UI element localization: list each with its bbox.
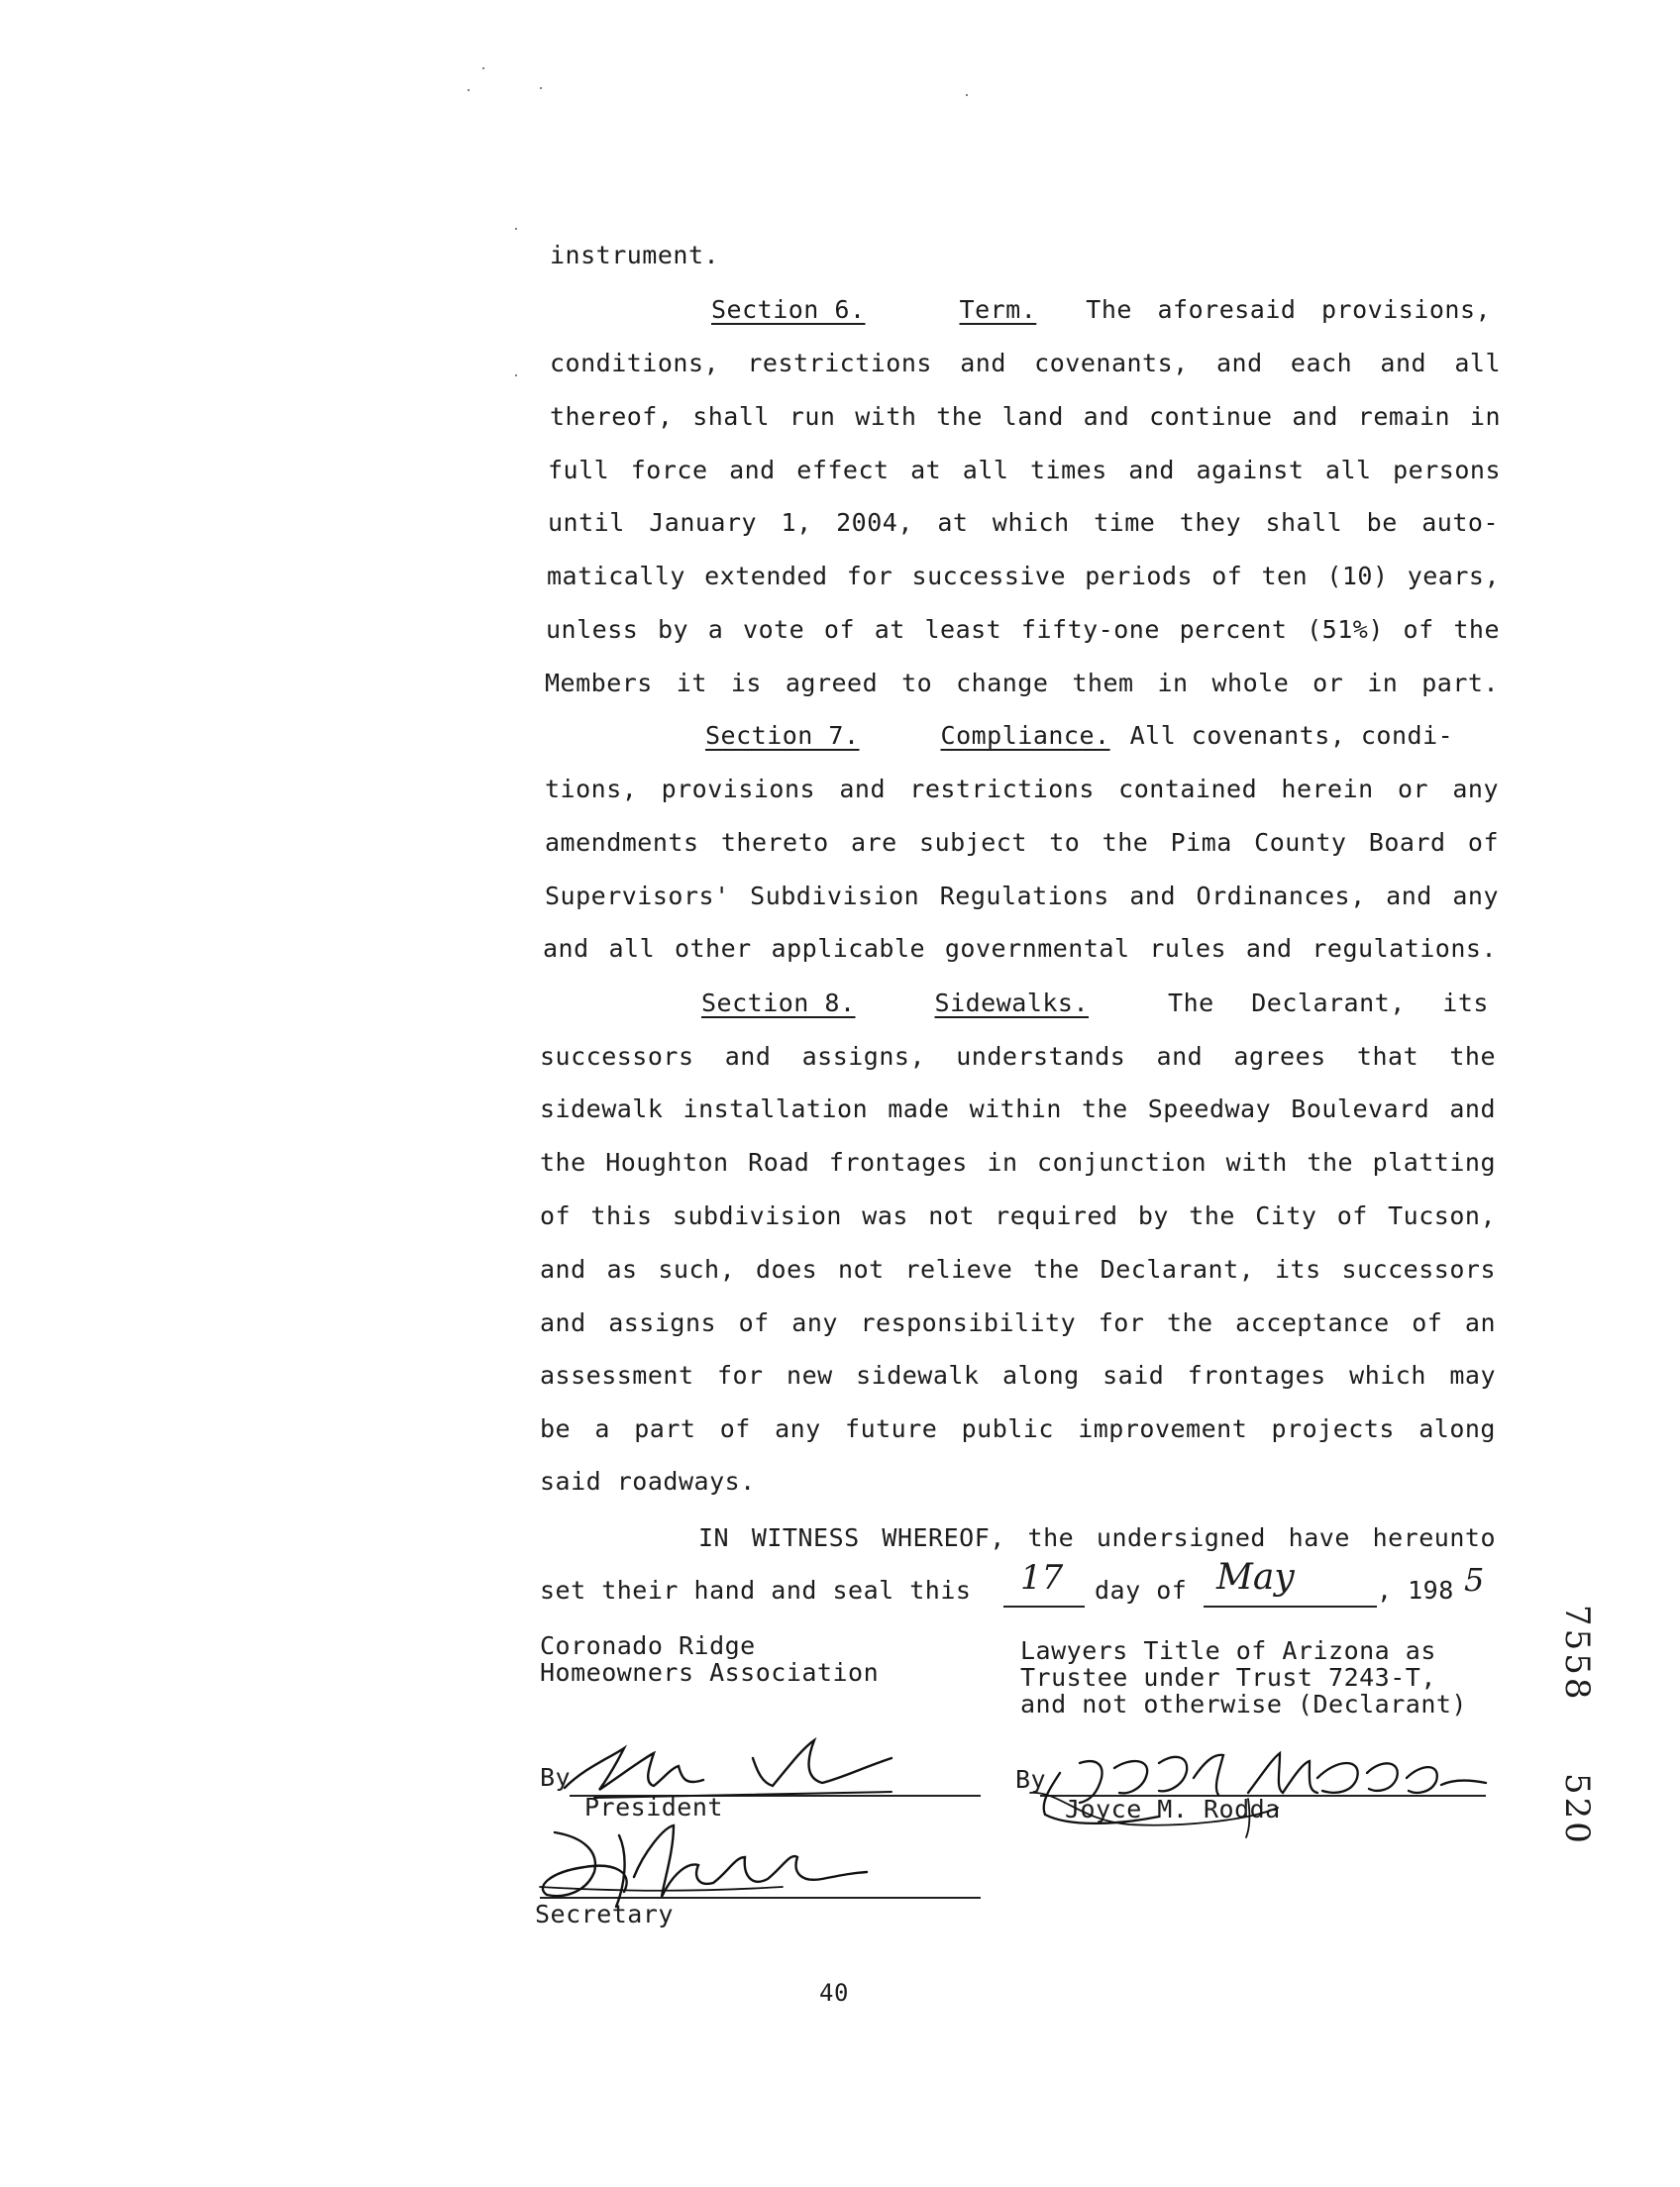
section-6-title: Term.	[959, 295, 1037, 324]
section-8-title: Sidewalks.	[934, 989, 1090, 1017]
day-blank-line	[1003, 1606, 1085, 1608]
text-line: instrument.	[550, 241, 720, 269]
margin-docket-number: 7558	[1557, 1605, 1597, 1703]
text-line: Members it is agreed to change them in whole or in part.	[545, 669, 1499, 697]
handwritten-month: May	[1216, 1557, 1295, 1598]
scan-speck	[468, 89, 470, 91]
section-8-number: Section 8.	[701, 989, 856, 1017]
page-number: 40	[819, 1979, 849, 2007]
president-signature	[555, 1728, 911, 1808]
section-7-heading-line	[705, 721, 1498, 751]
margin-page-number: 520	[1557, 1773, 1597, 1846]
scan-speck	[540, 87, 542, 89]
party-right-line: Trustee under Trust 7243-T,	[1020, 1663, 1436, 1692]
section-6-lead: The aforesaid provisions,	[1086, 295, 1492, 324]
text-line: full force and effect at all times and against all persons	[548, 456, 1501, 484]
president-label: President	[584, 1793, 723, 1822]
section-8-lead: The Declarant, its	[1168, 989, 1489, 1017]
party-left-line: Coronado Ridge	[540, 1631, 756, 1660]
month-blank-line	[1204, 1606, 1377, 1608]
party-right-line: and not otherwise (Declarant)	[1020, 1690, 1467, 1718]
scan-speck	[515, 228, 517, 230]
text-line: be a part of any future public improvement projects along	[540, 1414, 1496, 1443]
text-line: of this subdivision was not required by the City of Tucson,	[540, 1201, 1496, 1230]
text-line: unless by a vote of at least fifty-one percent (51%) of the	[546, 615, 1500, 644]
scan-speck	[966, 94, 968, 96]
by-label-left: By	[540, 1763, 572, 1792]
section-7-title: Compliance.	[940, 721, 1110, 750]
secretary-signature	[525, 1818, 872, 1917]
text-line: tions, provisions and restrictions contained herein or any	[545, 775, 1499, 803]
section-6-heading-line	[711, 295, 1504, 325]
witness-line: IN WITNESS WHEREOF, the undersigned have hereunto	[698, 1523, 1496, 1552]
handwritten-year-digit: 5	[1464, 1561, 1485, 1599]
section-7-number: Section 7.	[705, 721, 860, 750]
signer-name: Joyce M. Rodda	[1065, 1795, 1281, 1823]
party-right-line: Lawyers Title of Arizona as	[1020, 1636, 1436, 1665]
text-line: the Houghton Road frontages in conjunction with the platting	[540, 1148, 1496, 1177]
text-line: set their hand and seal this	[540, 1576, 972, 1605]
handwritten-day: 17	[1020, 1558, 1064, 1598]
text-line: matically extended for successive periods of ten (10) years,	[547, 562, 1500, 590]
text-line: said roadways.	[540, 1467, 756, 1496]
secretary-label: Secretary	[535, 1900, 674, 1928]
section-6-number: Section 6.	[711, 295, 866, 324]
party-left-line: Homeowners Association	[540, 1658, 880, 1687]
scan-speck	[482, 67, 484, 69]
text-line: sidewalk installation made within the Speedway Boulevard and	[540, 1094, 1496, 1123]
section-7-lead: All covenants, condi-	[1129, 721, 1454, 750]
text-line: day of	[1095, 1576, 1188, 1605]
by-label-right: By	[1015, 1765, 1047, 1794]
text-line: thereof, shall run with the land and continue and remain in	[550, 402, 1501, 431]
text-line: amendments thereto are subject to the Pima County Board of	[545, 828, 1499, 857]
text-line: successors and assigns, understands and agrees that the	[540, 1042, 1496, 1071]
text-line: and all other applicable governmental rules and regulations.	[543, 934, 1497, 963]
declarant-signature	[1020, 1733, 1496, 1842]
text-line: until January 1, 2004, at which time they shall be auto-	[548, 508, 1499, 537]
text-line: , 198	[1377, 1576, 1454, 1605]
text-line: and as such, does not relieve the Declarant, its successors	[540, 1255, 1496, 1284]
scan-speck	[515, 374, 517, 376]
text-line: Supervisors' Subdivision Regulations and Ordinances, and any	[545, 882, 1499, 910]
text-line: conditions, restrictions and covenants, and each and all	[550, 349, 1501, 377]
text-line: assessment for new sidewalk along said frontages which may	[540, 1361, 1496, 1390]
section-8-heading-line	[701, 989, 1499, 1018]
text-line: and assigns of any responsibility for the acceptance of an	[540, 1308, 1496, 1337]
